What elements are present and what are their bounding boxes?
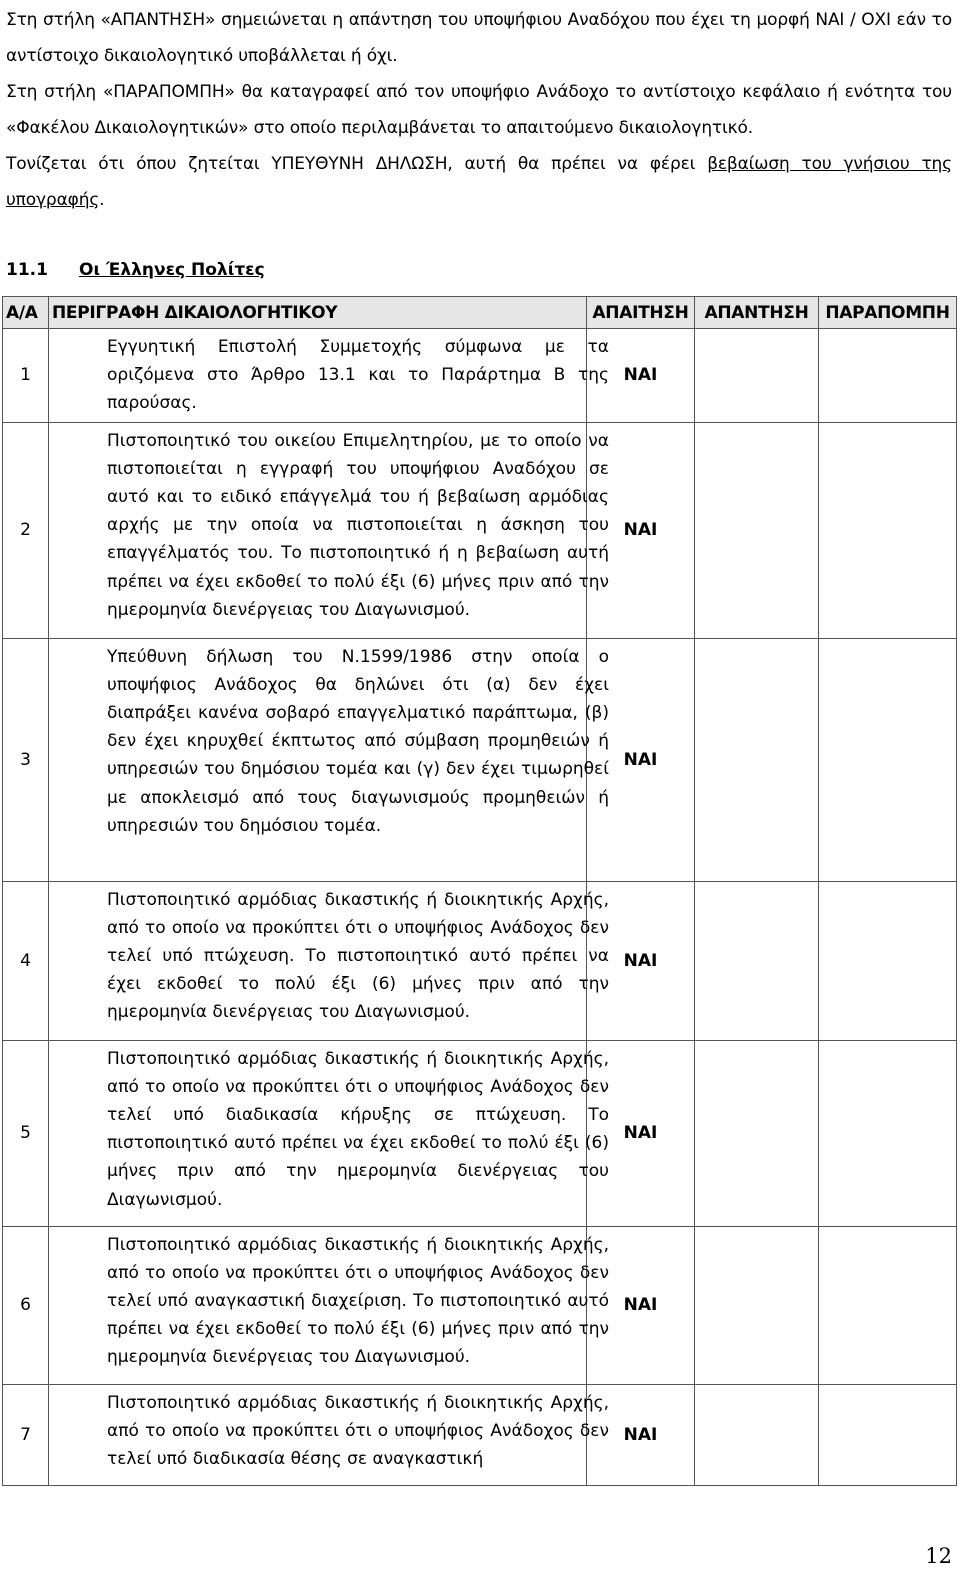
row-index: 4 [3,881,49,1040]
row-answer-cell [695,422,819,638]
table-row [3,422,957,638]
row-index: 1 [3,329,49,423]
row-reference-cell [819,1040,957,1226]
row-answer-cell [695,1040,819,1226]
header-requirement: ΑΠΑΙΤΗΣΗ [587,297,695,329]
row-description: Υπεύθυνη δήλωση του Ν.1599/1986 στην οποία ο υποψήφιος Ανάδοχος θα δηλώνει ότι (α) δεν έχει διαπράξει κανένα σοβαρό επαγγελματικό παράπτωμα, (β) δεν έχει κηρυχθεί έκπτωτος από σύμβαση προμηθειών ή υπηρεσιών του δημόσιου τομέα και (γ) δεν έχει τιμωρηθεί με αποκλεισμό από τους διαγωνισμούς προμηθειών ή υπηρεσιών του δημόσιου τομέα. [107,646,609,836]
row-reference-cell [819,881,957,1040]
row-answer-cell [695,638,819,881]
row-answer-cell [695,881,819,1040]
row-index: 3 [3,638,49,881]
row-requirement: ΝΑΙ [587,329,695,423]
signature-note-underlined: βεβαίωση του γνήσιου της υπογραφής [6,154,952,210]
table-header-row [3,297,957,329]
intro-paragraph-reference-column: Στη στήλη «ΠΑΡΑΠΟΜΠΗ» θα καταγραφεί από τον υποψήφιο Ανάδοχο το αντίστοιχο κεφάλαιο ή ενότητα του «Φακέλου Δικαιολογητικών» στο οποίο περιλαμβάνεται το απαιτούμενο δικαιολογητικό. [6,82,952,138]
row-index: 5 [3,1040,49,1226]
table-row [3,881,957,1040]
signature-note-start: Τονίζεται ότι όπου ζητείται ΥΠΕΥΘΥΝΗ ΔΗΛΩΣΗ, αυτή θα πρέπει να φέρει [6,154,708,174]
intro-text [6,2,952,218]
row-description: Πιστοποιητικό αρμόδιας δικαστικής ή διοικητικής Αρχής, από το οποίο να προκύπτει ότι ο υποψήφιος Ανάδοχος δεν τελεί υπό πτώχευση. Το πιστοποιητικό αυτό πρέπει να έχει εκδοθεί το πολύ έξι (6) μήνες πριν από την ημερομηνία διενέργειας του Διαγωνισμού. [107,889,609,1023]
header-answer: ΑΠΑΝΤΗΣΗ [695,297,819,329]
table-row [3,1040,957,1226]
row-answer-cell [695,1226,819,1384]
table-row [3,1384,957,1485]
row-description: Πιστοποιητικό αρμόδιας δικαστικής ή διοικητικής Αρχής, από το οποίο να προκύπτει ότι ο υποψήφιος Ανάδοχος δεν τελεί υπό διαδικασία θέσης σε αναγκαστική [107,1392,609,1470]
row-answer-cell [695,329,819,423]
header-index: Α/Α [3,297,49,329]
row-requirement: ΝΑΙ [587,1040,695,1226]
row-reference-cell [819,638,957,881]
row-answer-cell [695,1384,819,1485]
signature-note-end: . [99,190,105,210]
row-requirement: ΝΑΙ [587,881,695,1040]
row-requirement: ΝΑΙ [587,1226,695,1384]
row-requirement: ΝΑΙ [587,1384,695,1485]
row-description: Πιστοποιητικό αρμόδιας δικαστικής ή διοικητικής Αρχής, από το οποίο να προκύπτει ότι ο υποψήφιος Ανάδοχος δεν τελεί υπό διαδικασία κήρυξης σε πτώχευση. Το πιστοποιητικό αυτό πρέπει να έχει εκδοθεί το πολύ έξι (6) μήνες πριν από την ημερομηνία διενέργειας του Διαγωνισμού. [107,1048,609,1210]
header-reference: ΠΑΡΑΠΟΜΠΗ [819,297,957,329]
section-title: Οι Έλληνες Πολίτες [79,260,265,280]
row-description: Εγγυητική Επιστολή Συμμετοχής σύμφωνα με τα οριζόμενα στο Άρθρο 13.1 και το Παράρτημα Β της παρούσας. [107,337,609,414]
intro-paragraph-signature-note [6,146,952,218]
row-requirement: ΝΑΙ [587,638,695,881]
row-reference-cell [819,1384,957,1485]
row-description: Πιστοποιητικό αρμόδιας δικαστικής ή διοικητικής Αρχής, από το οποίο να προκύπτει ότι ο υποψήφιος Ανάδοχος δεν τελεί υπό αναγκαστική διαχείριση. Το πιστοποιητικό αυτό πρέπει να έχει εκδοθεί το πολύ έξι (6) μήνες πριν από την ημερομηνία διενέργειας του Διαγωνισμού. [107,1234,609,1368]
table-row [3,329,957,423]
row-requirement: ΝΑΙ [587,422,695,638]
page-number: 12 [925,1544,952,1568]
row-index: 6 [3,1226,49,1384]
section-number: 11.1 [6,260,48,280]
requirements-table [2,296,957,1486]
row-index: 7 [3,1384,49,1485]
row-reference-cell [819,1226,957,1384]
header-description: ΠΕΡΙΓΡΑΦΗ ΔΙΚΑΙΟΛΟΓΗΤΙΚΟΥ [49,297,587,329]
row-reference-cell [819,329,957,423]
row-description: Πιστοποιητικό του οικείου Επιμελητηρίου, με το οποίο να πιστοποιείται η εγγραφή του υποψήφιου Αναδόχου σε αυτό και το ειδικό επάγγελμά του ή βεβαίωση αρμόδιας αρχής με την οποία να πιστοποιείται η άσκηση του επαγγέλματός του. Το πιστοποιητικό ή η βεβαίωση αυτή πρέπει να έχει εκδοθεί το πολύ έξι (6) μήνες πριν από την ημερομηνία διενέργειας του Διαγωνισμού. [107,430,609,620]
intro-paragraph-answer-column: Στη στήλη «ΑΠΑΝΤΗΣΗ» σημειώνεται η απάντηση του υποψήφιου Αναδόχου που έχει τη μορφή ΝΑΙ / ΟΧΙ εάν το αντίστοιχο δικαιολογητικό υποβάλλεται ή όχι. [6,10,952,66]
table-row [3,638,957,881]
row-reference-cell [819,422,957,638]
section-heading [6,256,265,284]
row-index: 2 [3,422,49,638]
table-row [3,1226,957,1384]
